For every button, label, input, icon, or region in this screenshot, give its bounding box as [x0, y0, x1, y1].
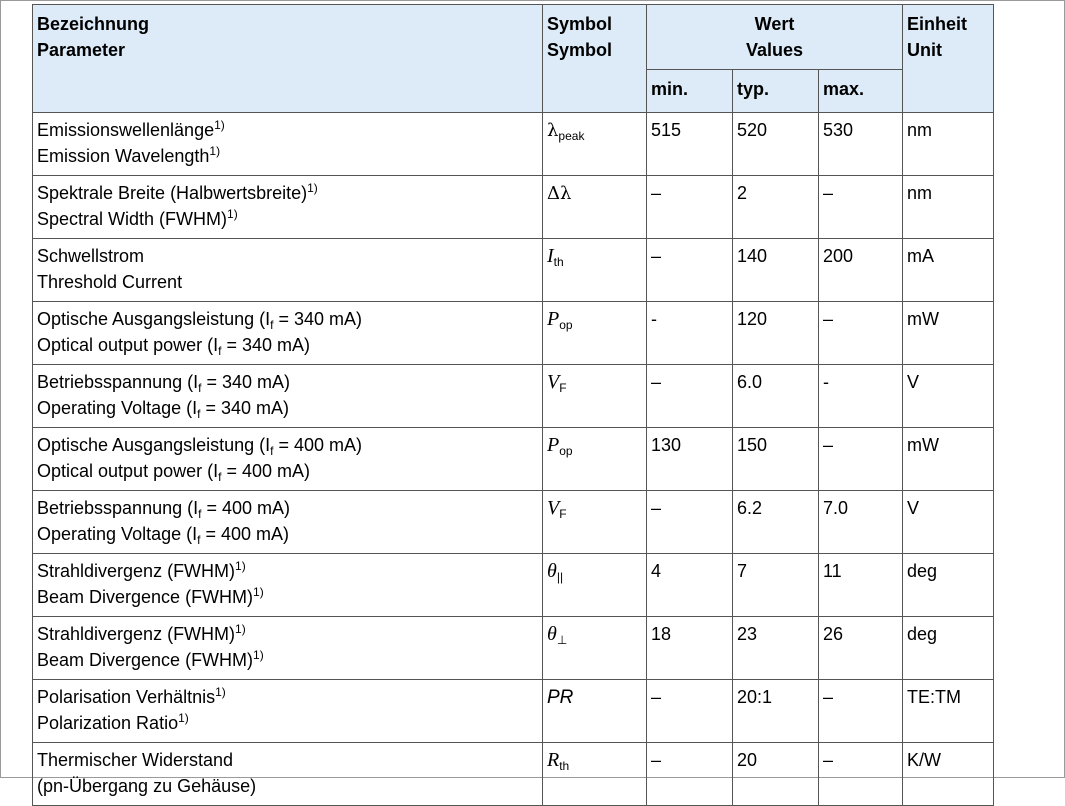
unit-cell: mA — [903, 239, 994, 302]
spec-table — [32, 4, 994, 806]
min-cell: – — [647, 743, 733, 806]
max-cell: – — [819, 302, 903, 365]
min-cell: – — [647, 680, 733, 743]
symbol-cell: $P_{op}$ — [543, 428, 647, 491]
param-en: Threshold Current — [37, 272, 183, 292]
typ-cell: 23 — [733, 617, 819, 680]
header-unit-en: Unit — [907, 40, 942, 60]
min-cell: 515 — [647, 113, 733, 176]
symbol-cell: $\lambda_{peak}$ — [543, 113, 647, 176]
symbol-cell: PR — [543, 680, 647, 743]
typ-cell: 120 — [733, 302, 819, 365]
param-cell — [33, 365, 543, 428]
table-row — [33, 239, 994, 302]
header-param-en: Parameter — [37, 40, 126, 60]
typ-cell: 7 — [733, 554, 819, 617]
unit-cell: mW — [903, 428, 994, 491]
symbol-cell: $R_{th}$ — [543, 743, 647, 806]
min-cell: 18 — [647, 617, 733, 680]
table-row — [33, 554, 994, 617]
table-row — [33, 302, 994, 365]
min-cell: – — [647, 365, 733, 428]
max-cell: – — [819, 428, 903, 491]
unit-cell: TE:TM — [903, 680, 994, 743]
param-de: Strahldivergenz (FWHM)$^{1)}$ — [37, 622, 246, 644]
header-symbol — [543, 5, 647, 113]
header-value-en: Values — [745, 40, 804, 60]
max-cell: 7.0 — [819, 491, 903, 554]
max-cell: - — [819, 365, 903, 428]
typ-cell: 2 — [733, 176, 819, 239]
param-en: (pn-Übergang zu Gehäuse) — [37, 776, 257, 796]
param-cell — [33, 617, 543, 680]
max-cell: 26 — [819, 617, 903, 680]
typ-cell: 6.0 — [733, 365, 819, 428]
param-en: Emission Wavelength$^{1)}$ — [37, 144, 221, 166]
symbol-cell: $V_F$ — [543, 491, 647, 554]
param-cell — [33, 491, 543, 554]
header-min: min. — [647, 70, 733, 113]
header-symbol-de: Symbol — [547, 14, 613, 34]
typ-cell: 20 — [733, 743, 819, 806]
param-cell — [33, 302, 543, 365]
param-de: Strahldivergenz (FWHM)$^{1)}$ — [37, 559, 246, 581]
unit-cell: nm — [903, 176, 994, 239]
min-cell: 130 — [647, 428, 733, 491]
param-cell — [33, 743, 543, 806]
table-row — [33, 176, 994, 239]
param-en: Optical output power ($I_f = 400$ mA) — [37, 461, 310, 484]
param-en: Operating Voltage ($I_f = 340$ mA) — [37, 398, 289, 421]
max-cell: – — [819, 743, 903, 806]
param-de: Optische Ausgangsleistung ($I_f = 400$ mA) — [37, 435, 363, 458]
header-values — [647, 5, 903, 70]
header-unit — [903, 5, 994, 113]
typ-cell: 140 — [733, 239, 819, 302]
param-de: Emissionswellenlänge$^{1)}$ — [37, 118, 225, 140]
symbol-cell: $\theta_\perp$ — [543, 617, 647, 680]
unit-cell: K/W — [903, 743, 994, 806]
unit-cell: deg — [903, 617, 994, 680]
param-cell — [33, 239, 543, 302]
max-cell: 200 — [819, 239, 903, 302]
unit-cell: V — [903, 491, 994, 554]
typ-cell: 20:1 — [733, 680, 819, 743]
typ-cell: 520 — [733, 113, 819, 176]
unit-cell: nm — [903, 113, 994, 176]
param-de: Optische Ausgangsleistung ($I_f = 340$ mA) — [37, 309, 363, 332]
max-cell: – — [819, 680, 903, 743]
unit-cell: V — [903, 365, 994, 428]
param-de: Schwellstrom — [37, 246, 145, 266]
param-cell — [33, 113, 543, 176]
symbol-cell: Δλ — [543, 176, 647, 239]
symbol-cell: $I_{th}$ — [543, 239, 647, 302]
symbol-cell: $V_F$ — [543, 365, 647, 428]
table-row — [33, 617, 994, 680]
param-en: Beam Divergence (FWHM)$^{1)}$ — [37, 648, 264, 670]
header-unit-de: Einheit — [907, 14, 968, 34]
min-cell: – — [647, 239, 733, 302]
symbol-cell: $\theta_{||}$ — [543, 554, 647, 617]
max-cell: 11 — [819, 554, 903, 617]
param-en: Operating Voltage ($I_f = 400$ mA) — [37, 524, 289, 547]
symbol-cell: $P_{op}$ — [543, 302, 647, 365]
min-cell: 4 — [647, 554, 733, 617]
header-parameter — [33, 5, 543, 113]
max-cell: – — [819, 176, 903, 239]
max-cell: 530 — [819, 113, 903, 176]
param-de: Thermischer Widerstand — [37, 750, 234, 770]
header-value-de: Wert — [754, 14, 795, 34]
param-en: Polarization Ratio$^{1)}$ — [37, 711, 189, 733]
min-cell: - — [647, 302, 733, 365]
table-row — [33, 428, 994, 491]
param-cell — [33, 428, 543, 491]
param-en: Optical output power ($I_f = 340$ mA) — [37, 335, 310, 358]
unit-cell: deg — [903, 554, 994, 617]
table-row — [33, 743, 994, 806]
header-max: max. — [819, 70, 903, 113]
table-row — [33, 680, 994, 743]
header-row — [33, 5, 994, 70]
param-cell — [33, 554, 543, 617]
min-cell: – — [647, 176, 733, 239]
param-cell — [33, 176, 543, 239]
header-param-de: Bezeichnung — [37, 14, 150, 34]
table-row — [33, 491, 994, 554]
header-symbol-en: Symbol — [547, 40, 613, 60]
param-de: Betriebsspannung ($I_f = 400$ mA) — [37, 498, 290, 521]
param-cell — [33, 680, 543, 743]
param-de: Polarisation Verhältnis$^{1)}$ — [37, 685, 226, 707]
param-en: Spectral Width (FWHM)$^{1)}$ — [37, 207, 238, 229]
min-cell: – — [647, 491, 733, 554]
unit-cell: mW — [903, 302, 994, 365]
param-de: Spektrale Breite (Halbwertsbreite)$^{1)}$ — [37, 181, 318, 203]
table-row — [33, 113, 994, 176]
table-row — [33, 365, 994, 428]
typ-cell: 6.2 — [733, 491, 819, 554]
param-de: Betriebsspannung ($I_f = 340$ mA) — [37, 372, 290, 395]
typ-cell: 150 — [733, 428, 819, 491]
header-typ: typ. — [733, 70, 819, 113]
param-en: Beam Divergence (FWHM)$^{1)}$ — [37, 585, 264, 607]
